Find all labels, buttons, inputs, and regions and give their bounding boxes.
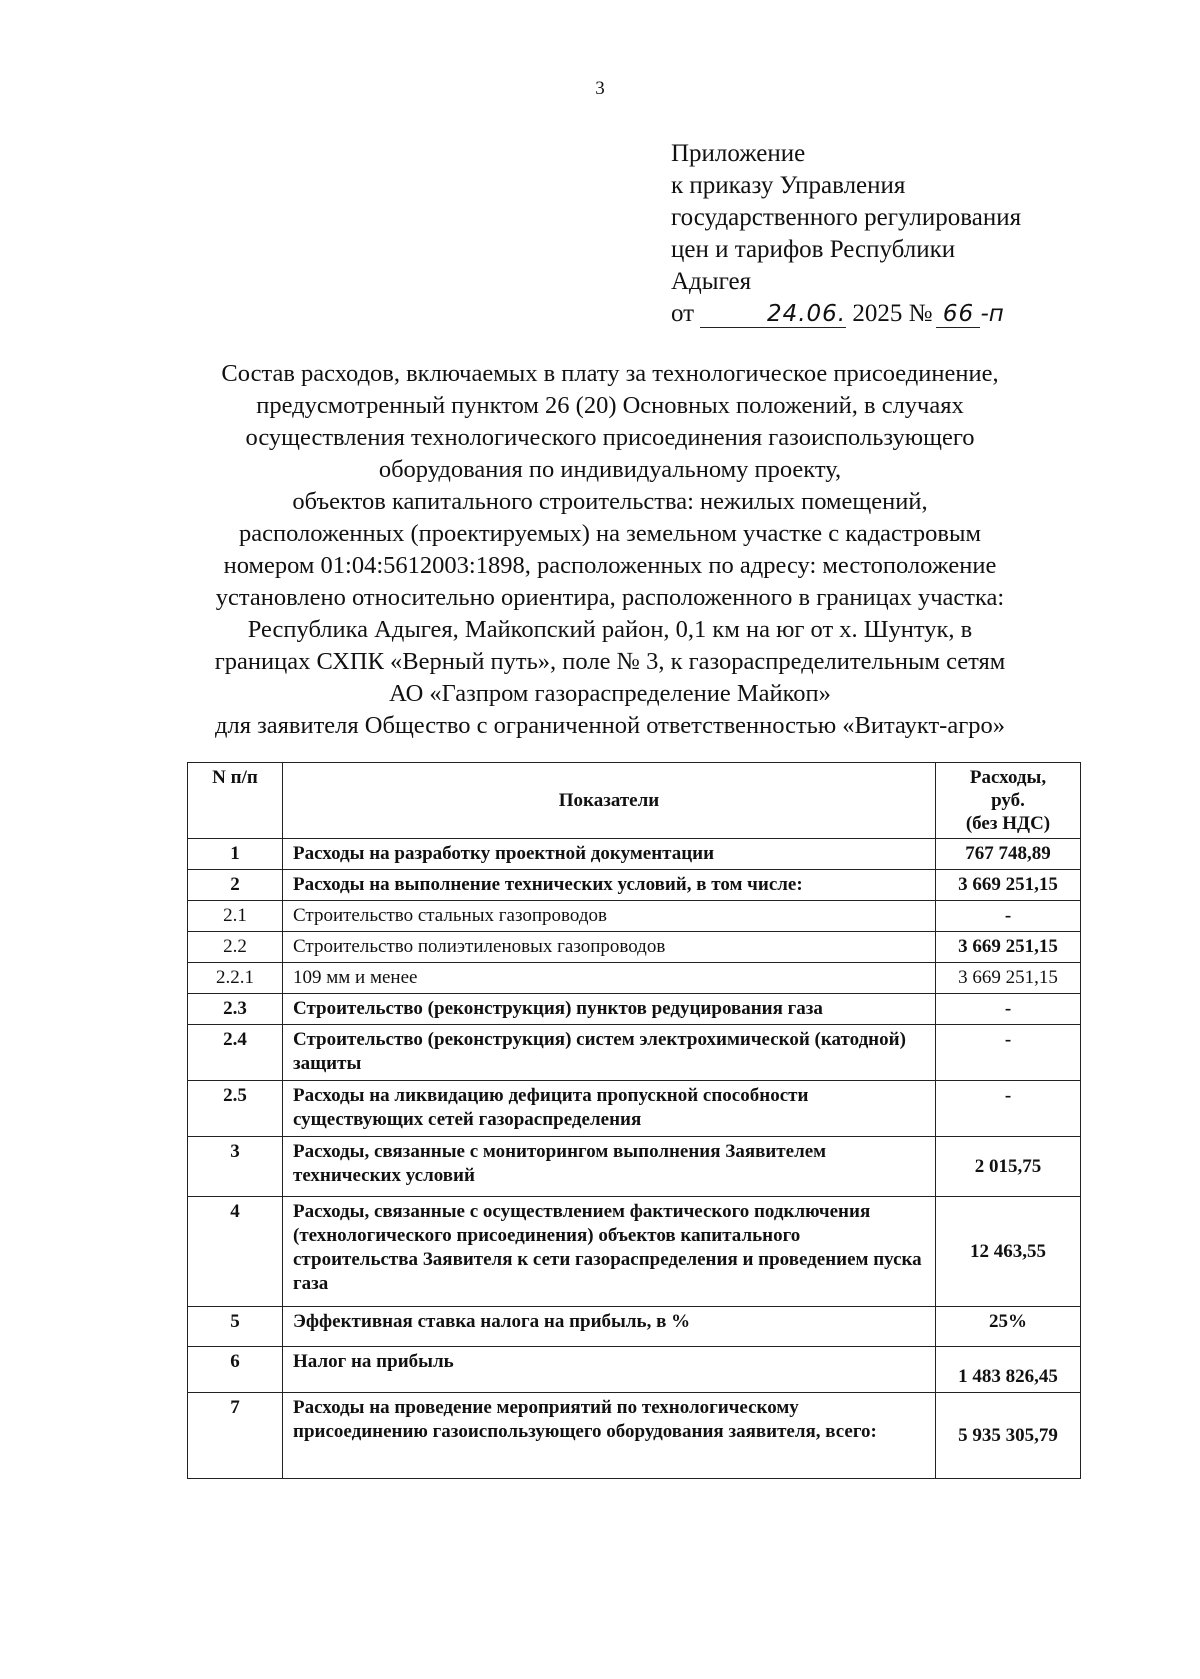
row-num: 4: [188, 1197, 283, 1307]
heading-line: номером 01:04:5612003:1898, расположенных по адресу: местоположение: [223, 552, 997, 579]
table-row: [188, 839, 1081, 870]
appendix-block: [671, 138, 1091, 330]
table-row: [188, 1081, 1081, 1137]
row-value: -: [936, 1025, 1081, 1081]
heading-line: установлено относительно ориентира, расположенного в границах участка:: [215, 584, 1005, 611]
row-label: Налог на прибыль: [283, 1347, 936, 1393]
heading-line: Республика Адыгея, Майкопский район, 0,1 км на юг от х. Шунтук, в: [247, 616, 973, 643]
table-row: [188, 994, 1081, 1025]
table-row: [188, 1393, 1081, 1479]
costs-table: [187, 762, 1081, 1479]
row-value: -: [936, 901, 1081, 932]
row-label: Расходы, связанные с осуществлением фактического подключения (технологического присоединения) объектов капитального строительства Заявителя к сети газораспределения и проведением пуска газа: [283, 1197, 936, 1307]
heading-line: оборудования по индивидуальному проекту,: [378, 456, 842, 483]
table-row: [188, 901, 1081, 932]
header-expenses: [936, 763, 1081, 839]
table-row: [188, 1137, 1081, 1197]
row-label: Расходы на разработку проектной документации: [283, 839, 936, 870]
heading-line: границах СХПК «Верный путь», поле № 3, к газораспределительным сетям: [214, 648, 1006, 675]
appendix-line: Адыгея: [671, 268, 752, 295]
heading-line: АО «Газпром газораспределение Майкоп»: [389, 680, 831, 707]
row-value: 2 015,75: [936, 1137, 1081, 1197]
row-value: 5 935 305,79: [936, 1393, 1081, 1479]
row-label: Расходы, связанные с мониторингом выполнения Заявителем технических условий: [283, 1137, 936, 1197]
order-year: 2025 №: [852, 300, 933, 327]
row-value: 12 463,55: [936, 1197, 1081, 1307]
document-heading: [160, 358, 1060, 742]
row-num: 3: [188, 1137, 283, 1197]
row-num: 2.1: [188, 901, 283, 932]
row-value: 25%: [936, 1307, 1081, 1347]
header-num: N п/п: [188, 763, 283, 839]
row-value: -: [936, 994, 1081, 1025]
row-num: 6: [188, 1347, 283, 1393]
row-label: Строительство (реконструкция) систем электрохимической (катодной) защиты: [283, 1025, 936, 1081]
table-row: [188, 1197, 1081, 1307]
appendix-line: Приложение: [671, 140, 806, 167]
heading-line: Состав расходов, включаемых в плату за технологическое присоединение,: [221, 360, 999, 387]
row-value: 3 669 251,15: [936, 932, 1081, 963]
row-num: 2.4: [188, 1025, 283, 1081]
heading-line: осуществления технологического присоединения газоиспользующего: [245, 424, 975, 451]
table-row: [188, 1025, 1081, 1081]
row-label: Расходы на ликвидацию дефицита пропускной способности существующих сетей газораспределения: [283, 1081, 936, 1137]
appendix-line: к приказу Управления: [671, 172, 906, 199]
order-number-handwritten: 66: [942, 301, 975, 327]
row-num: 2.2: [188, 932, 283, 963]
row-num: 7: [188, 1393, 283, 1479]
row-num: 5: [188, 1307, 283, 1347]
header-indicator: Показатели: [283, 763, 936, 839]
row-num: 2: [188, 870, 283, 901]
row-label: Строительство полиэтиленовых газопроводов: [283, 932, 936, 963]
row-num: 1: [188, 839, 283, 870]
table-row: [188, 932, 1081, 963]
table-row: [188, 1307, 1081, 1347]
row-num: 2.5: [188, 1081, 283, 1137]
row-label: Строительство (реконструкция) пунктов редуцирования газа: [283, 994, 936, 1025]
table-row: [188, 870, 1081, 901]
order-number-suffix: -п: [980, 301, 1004, 327]
order-date-handwritten: 24.06.: [766, 301, 847, 327]
appendix-line: цен и тарифов Республики: [671, 236, 956, 263]
row-value: 767 748,89: [936, 839, 1081, 870]
page-number: 3: [595, 78, 605, 99]
row-value: 3 669 251,15: [936, 963, 1081, 994]
row-label: Расходы на проведение мероприятий по технологическому присоединению газоиспользующего оборудования заявителя, всего:: [283, 1393, 936, 1479]
table-row: [188, 963, 1081, 994]
row-label: Эффективная ставка налога на прибыль, в %: [283, 1307, 936, 1347]
header-expenses-line: руб.: [991, 790, 1025, 811]
date-prefix: от: [671, 300, 695, 327]
header-expenses-line: Расходы,: [969, 767, 1047, 788]
row-num: 2.2.1: [188, 963, 283, 994]
order-date-row: [671, 298, 1091, 330]
heading-line: объектов капитального строительства: нежилых помещений,: [292, 488, 928, 515]
table-row: [188, 1347, 1081, 1393]
row-label: Расходы на выполнение технических условий, в том числе:: [283, 870, 936, 901]
appendix-line: государственного регулирования: [671, 204, 1022, 231]
order-number-field: [936, 301, 980, 328]
heading-line: расположенных (проектируемых) на земельном участке с кадастровым: [239, 520, 981, 547]
table-header-row: [188, 763, 1081, 839]
row-value: -: [936, 1081, 1081, 1137]
order-date-field: [700, 301, 846, 328]
heading-line: предусмотренный пунктом 26 (20) Основных положений, в случаях: [256, 392, 964, 419]
row-label: Строительство стальных газопроводов: [283, 901, 936, 932]
header-expenses-line: (без НДС): [965, 813, 1051, 834]
row-value: 3 669 251,15: [936, 870, 1081, 901]
row-num: 2.3: [188, 994, 283, 1025]
heading-line: для заявителя Общество с ограниченной ответственностью «Витаукт-агро»: [215, 712, 1005, 739]
row-label: 109 мм и менее: [283, 963, 936, 994]
row-value: 1 483 826,45: [936, 1347, 1081, 1393]
